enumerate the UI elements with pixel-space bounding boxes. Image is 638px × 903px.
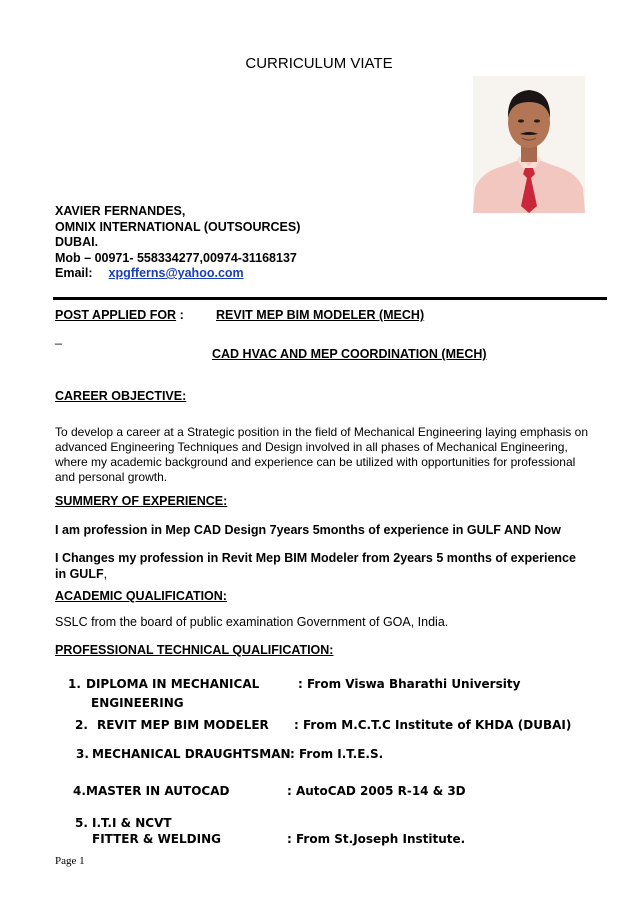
career-objective-heading: CAREER OBJECTIVE:	[55, 389, 187, 403]
qualification-1-number: 1.	[68, 677, 81, 691]
qualification-5-source: : From St.Joseph Institute.	[287, 832, 466, 846]
qualification-5-number: 5.	[75, 816, 88, 830]
career-objective-text: To develop a career at a Strategic position in the field of Mechanical Engineering laying emphasis on advanced Engineering Techniques and Design involved in all phases of Mechanical Engineering, where my academic background and experience can be utilized with opportunities for professional and personal growth.	[55, 425, 588, 484]
qualification-1-source: : From Viswa Bharathi University	[298, 677, 521, 691]
qualification-2-source: : From M.C.T.C Institute of KHDA (DUBAI)	[294, 718, 572, 732]
qualification-2-number: 2.	[75, 718, 88, 732]
academic-text: SSLC from the board of public examination Government of GOA, India.	[55, 615, 449, 629]
email-link[interactable]: xpgfferns@yahoo.com	[108, 266, 244, 280]
experience-line-1: I am profession in Mep CAD Design 7years 5months of experience in GULF AND Now	[55, 523, 561, 537]
candidate-name: XAVIER FERNANDES,	[55, 204, 186, 218]
city: DUBAI.	[55, 235, 99, 249]
qualification-3-source: : From I.T.E.S.	[290, 747, 384, 761]
email-row	[55, 266, 300, 282]
mobile-number: Mob – 00971- 558334277,00974-31168137	[55, 250, 297, 265]
divider-rule	[53, 297, 607, 300]
post-applied-label: POST APPLIED FOR :	[55, 308, 184, 322]
qualification-5-name: I.T.I & NCVT	[92, 816, 172, 830]
contact-block	[55, 204, 300, 282]
qualification-4-source: : AutoCAD 2005 R-14 & 3D	[287, 784, 466, 798]
post-role-revit: REVIT MEP BIM MODELER (MECH)	[216, 308, 425, 322]
qualification-4-number: 4.	[73, 784, 86, 798]
qualification-3-number: 3.	[76, 747, 89, 761]
experience-line-2: I Changes my profession in Revit Mep BIM Modeler from 2years 5 months of experience in GULF,	[55, 551, 576, 581]
profile-photo	[473, 76, 585, 213]
qualification-1-name-cont: ENGINEERING	[91, 696, 184, 710]
qualification-4-name: MASTER IN AUTOCAD	[86, 784, 230, 798]
post-role-cad: CAD HVAC AND MEP COORDINATION (MECH)	[212, 347, 487, 361]
document-title: CURRICULUM VIATE	[245, 55, 393, 72]
qualification-5-name-cont: FITTER & WELDING	[92, 832, 221, 846]
qualification-1-name: DIPLOMA IN MECHANICAL	[86, 677, 260, 691]
page-number: Page 1	[55, 855, 85, 867]
company-name: OMNIX INTERNATIONAL (OUTSOURCES)	[55, 219, 301, 234]
dash-marker: _	[55, 331, 62, 345]
email-label: Email:	[55, 266, 93, 280]
portrait-image	[473, 76, 585, 213]
academic-heading: ACADEMIC QUALIFICATION:	[55, 589, 227, 603]
qualification-2-name: REVIT MEP BIM MODELER	[97, 718, 269, 732]
experience-heading: SUMMERY OF EXPERIENCE:	[55, 494, 228, 508]
professional-heading: PROFESSIONAL TECHNICAL QUALIFICATION:	[55, 643, 334, 657]
qualification-3-name: MECHANICAL DRAUGHTSMAN	[92, 747, 291, 761]
